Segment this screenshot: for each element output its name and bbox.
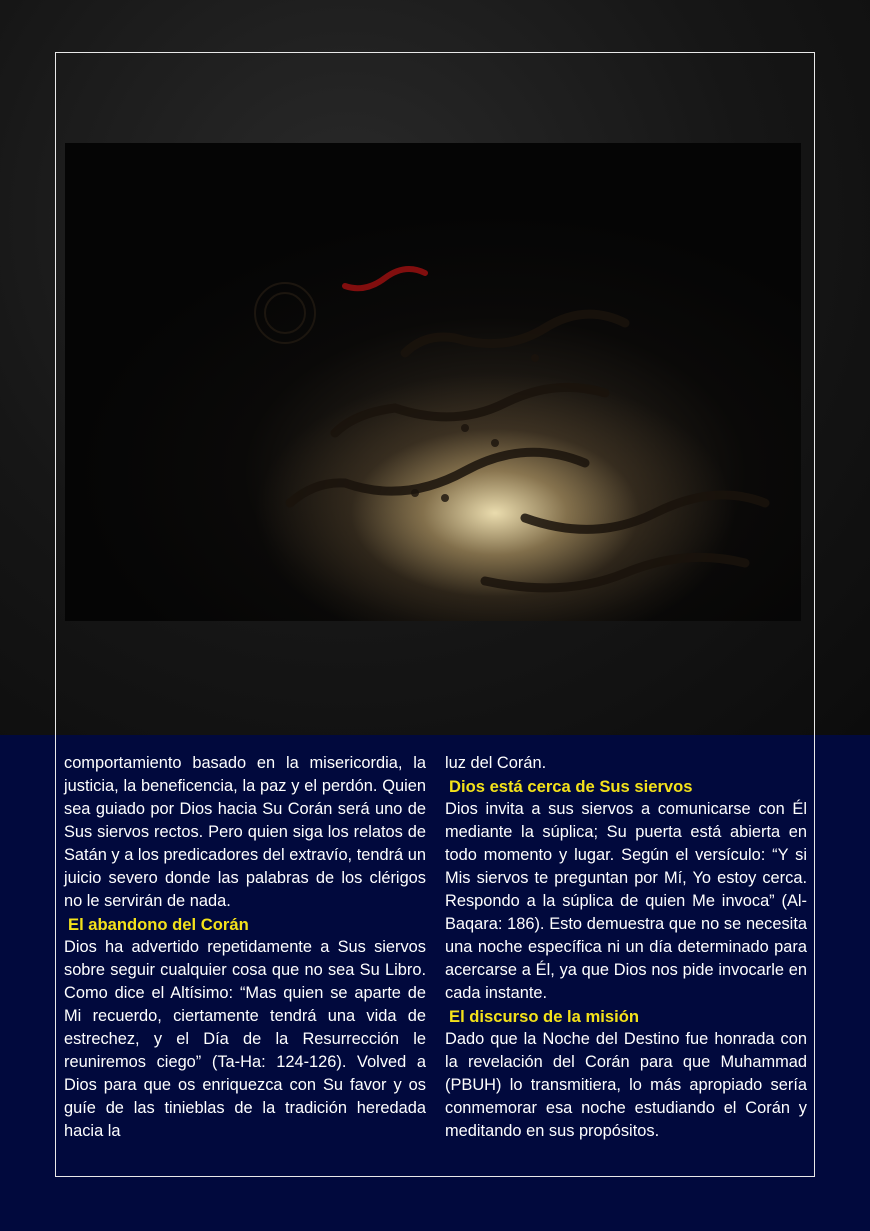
right-paragraph-2: Dios invita a sus siervos a comunicarse con Él mediante la súplica; Su puerta está abierta en todo momento y lugar. Según el versículo: “Y si Mis siervos te preguntan por Mí, Yo estoy cerca. Respondo a la súplica de quien Me invoca” (Al-Baqara: 186). Esto demuestra que no se necesita una noche específica ni un día determinado para acercarse a Él, ya que Dios nos pide invocarle en cada instante. bbox=[445, 800, 807, 1002]
left-text-column bbox=[64, 752, 426, 1143]
section-heading-mision: El discurso de la misión bbox=[449, 1007, 639, 1026]
section-heading-abandono: El abandono del Corán bbox=[68, 915, 249, 934]
section-heading-dios-cerca: Dios está cerca de Sus siervos bbox=[449, 777, 693, 796]
right-paragraph-1: luz del Corán. bbox=[445, 754, 547, 772]
left-paragraph-1: comportamiento basado en la misericordia, la justicia, la beneficencia, la paz y el perdón. Quien sea guiado por Dios hacia Su Corán será uno de Sus siervos rectos. Pero quien siga los relatos de Satán y a los predicadores del extravío, tendrá un juicio severo donde las palabras de los clérigos no le servirán de nada. bbox=[64, 754, 426, 910]
right-text-column bbox=[445, 752, 807, 1143]
left-paragraph-2: Dios ha advertido repetidamente a Sus siervos sobre seguir cualquier cosa que no sea Su Libro. Como dice el Altísimo: “Mas quien se aparte de Mi recuerdo, ciertamente tendrá una vida de estrechez, y el Día de la Resurrección le reuniremos ciego” (Ta-Ha: 124-126). Volved a Dios para que os enriquezca con Su favor y os guíe de las tinieblas de la tradición heredada hacia la bbox=[64, 938, 426, 1140]
right-paragraph-3: Dado que la Noche del Destino fue honrada con la revelación del Corán para que Muhammad (PBUH) lo transmitiera, lo más apropiado sería conmemorar esa noche estudiando el Corán y meditando en sus propósitos. bbox=[445, 1030, 807, 1140]
